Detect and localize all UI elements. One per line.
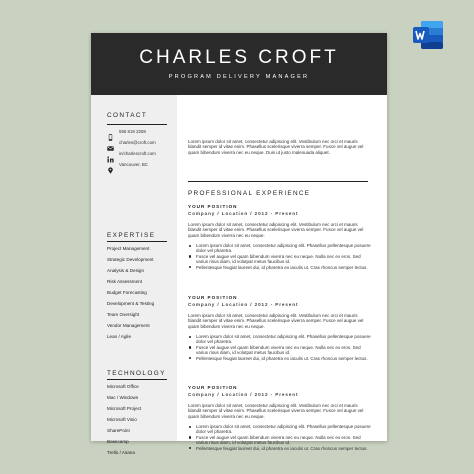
job-bullets bbox=[188, 243, 371, 270]
job-intro: Lorem ipsum dolor sit amet, consectetur adipiscing elit. Vestibulum nec orci et mauris blandit semper id vitae enim. Phasellus scelerisque viverra semper. Fusce vel augue vel quam bibendum viverra nec eu neque. bbox=[188, 313, 364, 329]
technology-title: TECHNOLOGY bbox=[107, 370, 166, 377]
technology-item: Basecamp bbox=[107, 439, 129, 444]
technology-item: Trello / Asana bbox=[107, 450, 135, 455]
expertise-item: Lean / Agile bbox=[107, 334, 132, 339]
resume-header bbox=[91, 33, 387, 95]
job-company: Company / Location / 2012 - Present bbox=[188, 302, 299, 307]
contact-location-text: Vancouver, BC bbox=[119, 161, 148, 167]
contact-title: CONTACT bbox=[107, 112, 148, 119]
location-pin-icon bbox=[107, 161, 114, 168]
contact-email-text: charles@croft.com bbox=[119, 139, 156, 145]
expertise-item: Strategic Development bbox=[107, 257, 154, 262]
job-bullet: Lorem ipsum dolor sit amet, consectetur adipiscing elit. Phasellus pellentesque posuere dolor vel pharetra. bbox=[188, 334, 371, 345]
resume-main bbox=[188, 95, 378, 451]
expertise-divider bbox=[107, 241, 167, 242]
contact-location bbox=[107, 160, 148, 168]
job-bullet: Lorem ipsum dolor sit amet, consectetur adipiscing elit. Phasellus pellentesque posuere dolor vel pharetra. bbox=[188, 424, 371, 435]
expertise-item: Team Oversight bbox=[107, 312, 140, 317]
phone-icon bbox=[107, 128, 114, 135]
contact-email bbox=[107, 138, 156, 146]
job-intro: Lorem ipsum dolor sit amet, consectetur adipiscing elit. Vestibulum nec orci et mauris blandit semper id vitae enim. Phasellus scelerisque viverra semper. Fusce vel augue vel quam bibendum viverra nec eu neque. bbox=[188, 403, 364, 419]
job-bullet: Fusce vel augue vel quam bibendum viverra nec eu neque. Nulla nec ex eros. Sed varius risus diam, id volutpat metus faucibus id. bbox=[188, 435, 371, 446]
linkedin-icon bbox=[107, 150, 114, 157]
word-icon bbox=[412, 20, 444, 50]
expertise-item: Budget Forecasting bbox=[107, 290, 147, 295]
job-bullet: Lorem ipsum dolor sit amet, consectetur adipiscing elit. Phasellus pellentesque posuere dolor vel pharetra. bbox=[188, 243, 371, 254]
expertise-item: Analysis & Design bbox=[107, 268, 145, 273]
expertise-item: Risk Assessment bbox=[107, 279, 142, 284]
contact-phone-text: 555 819 2259 bbox=[119, 128, 146, 134]
candidate-job-title: PROGRAM DELIVERY MANAGER bbox=[168, 74, 310, 80]
job-bullet: Pellentesque feugiat laoreet dui, id pharetra ex iaculis ut. Cras rhoncus semper lectus. bbox=[188, 265, 371, 270]
expertise-item: Development & Testing bbox=[107, 301, 155, 306]
expertise-item: Project Management bbox=[107, 246, 150, 251]
technology-item: Microsoft Visio bbox=[107, 417, 137, 422]
technology-item: SharePoint bbox=[107, 428, 130, 433]
job-bullet: Fusce vel augue vel quam bibendum viverra nec eu neque. Nulla nec ex eros. Sed varius risus diam, id volutpat metus faucibus id. bbox=[188, 254, 371, 265]
technology-item: Microsoft Project bbox=[107, 406, 142, 411]
expertise-title: EXPERTISE bbox=[107, 232, 156, 239]
contact-phone bbox=[107, 127, 146, 135]
job-position: YOUR POSITION bbox=[188, 385, 238, 390]
job-position: YOUR POSITION bbox=[188, 295, 238, 300]
resume-sidebar bbox=[91, 95, 177, 455]
contact-linkedin-text: in/charlescroft.com bbox=[119, 150, 156, 156]
job-position: YOUR POSITION bbox=[188, 204, 238, 209]
contact-linkedin bbox=[107, 149, 156, 157]
email-icon bbox=[107, 139, 114, 146]
job-bullet: Fusce vel augue vel quam bibendum viverra nec eu neque. Nulla nec ex eros. Sed varius risus diam, id volutpat metus faucibus id. bbox=[188, 345, 371, 356]
summary-divider bbox=[188, 181, 368, 182]
job-bullets bbox=[188, 334, 371, 361]
candidate-name: CHARLES CROFT bbox=[139, 47, 339, 68]
job-company: Company / Location / 2012 - Present bbox=[188, 392, 299, 397]
job-bullet: Pellentesque feugiat laoreet dui, id pharetra ex iaculis ut. Cras rhoncus semper lectus. bbox=[188, 446, 371, 451]
expertise-item: Vendor Management bbox=[107, 323, 150, 328]
job-company: Company / Location / 2012 - Present bbox=[188, 211, 299, 216]
job-bullets bbox=[188, 424, 371, 451]
job-intro: Lorem ipsum dolor sit amet, consectetur adipiscing elit. Vestibulum nec orci et mauris blandit semper id vitae enim. Phasellus scelerisque viverra semper. Fusce vel augue vel quam bibendum viverra nec eu neque. bbox=[188, 222, 364, 238]
experience-title: PROFESSIONAL EXPERIENCE bbox=[188, 190, 311, 197]
technology-divider bbox=[107, 379, 167, 380]
contact-divider bbox=[107, 124, 167, 125]
technology-item: Microsoft Office bbox=[107, 384, 139, 389]
summary-paragraph: Lorem ipsum dolor sit amet, consectetur adipiscing elit. Vestibulum nec orci et mauris blandit semper id vitae enim. Phasellus scelerisque viverra semper. Fusce vel augue vel quam bibendum viverra nec eu neque. Duis ut justo malesuada aliquet. bbox=[188, 139, 364, 155]
technology-item: Mac / Windows bbox=[107, 395, 139, 400]
job-bullet: Pellentesque feugiat laoreet dui, id pharetra ex iaculis ut. Cras rhoncus semper lectus. bbox=[188, 356, 371, 361]
resume-page bbox=[91, 33, 387, 455]
